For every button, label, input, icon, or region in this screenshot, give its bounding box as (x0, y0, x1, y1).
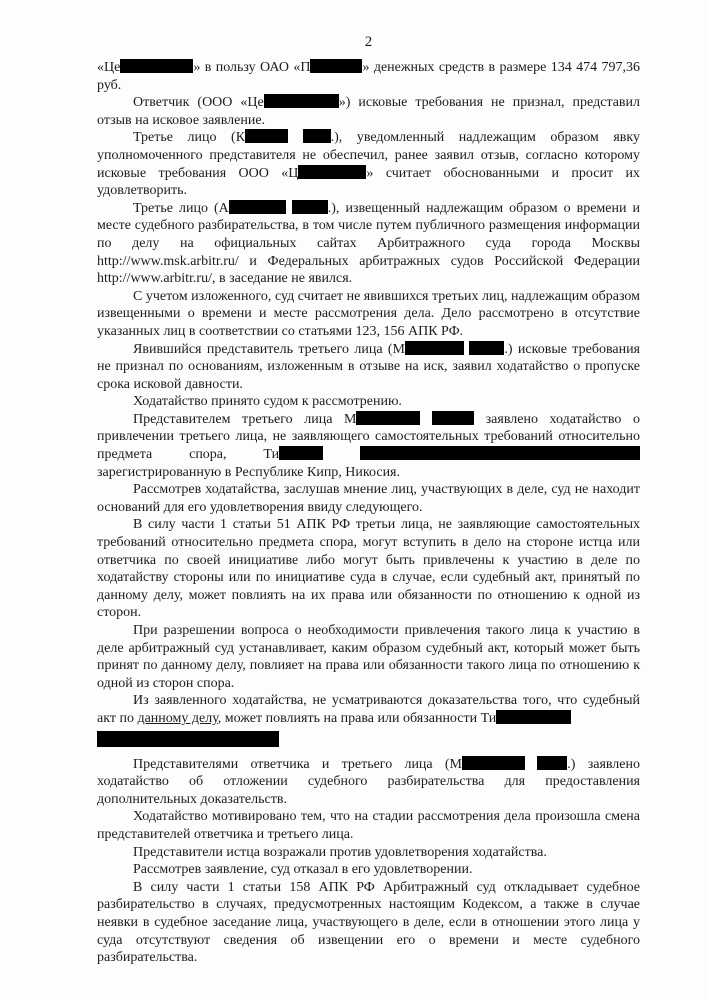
paragraph: Представители истца возражали против удовлетворения ходатайства. (133, 844, 547, 860)
redaction-box (360, 446, 640, 460)
paragraph: С учетом изложенного, суд считает не явившихся третьих лиц, надлежащим образом извещенными о времени и месте рассмотрения дела. Дело рассмотрено в отсутствие указанных лиц в соответствии со статьями 123, 156 АПК РФ. (97, 288, 640, 339)
redaction-box (298, 165, 366, 179)
redaction-box (356, 411, 420, 425)
redaction-box (469, 341, 504, 355)
paragraph: При разрешении вопроса о необходимости привлечения такого лица к участию в деле арбитражный суд устанавливает, каким образом судебный акт, который может быть принят по данному делу, повлияет на права или обязанности такого лица по отношению к одной из сторон спора. (97, 623, 640, 691)
redaction-box (97, 731, 279, 747)
redaction-box (432, 411, 474, 425)
paragraph: Третье лицо (К .), уведомленный надлежащим образом явку уполномоченного представителя не обеспечил, ранее заявил отзыв, согласно которому исковые требования ООО «Ц » считает обоснованными и просит их удовлетворить. (97, 130, 641, 199)
paragraph: Из заявленного ходатайства, не усматриваются доказательства того, что судебный акт по данному делу, может повлиять на права или обязанности Ти (97, 692, 640, 746)
paragraph: Представителем третьего лица М заявлено ходатайство о привлечении третьего лица, не заявляющего самостоятельных требований относительно предмета спора, Ти зарегистрированную в Республике Кипр, Никосия. (97, 411, 640, 480)
paragraph: Третье лицо (А .), извещенный надлежащим образом о времени и месте судебного разбирательства, в том числе путем публичного размещения информации по делу на официальных сайтах Арбитражного суда города Москвы http://www.msk.arbitr.ru/ и Федеральных арбитражных судов Российской Федерации http://www.arbitr.ru/, в заседание не явился. (97, 200, 640, 287)
redaction-box (405, 341, 464, 355)
paragraph: Рассмотрев ходатайства, заслушав мнение лиц, участвующих в деле, суд не находит оснований для его удовлетворения ввиду следующего. (97, 482, 640, 515)
redaction-box (279, 446, 323, 460)
paragraph: Рассмотрев заявление, суд отказал в его удовлетворении. (133, 862, 473, 878)
redaction-box (229, 200, 286, 214)
redaction-box (120, 59, 193, 73)
redaction-box (310, 59, 362, 73)
paragraph: В силу части 1 статьи 158 АПК РФ Арбитражный суд откладывает судебное разбирательство в случаях, предусмотренных настоящим Кодексом, а также в случае неявки в судебное заседание лица, участвующего в деле, если в отношении этого лица у суда отсутствуют сведения об извещении его о времени и месте судебного разбирательства. (97, 879, 640, 966)
redaction-box (292, 200, 328, 214)
document-body (97, 59, 640, 967)
redaction-box (245, 129, 288, 143)
redaction-box (303, 129, 331, 143)
page-number: 2 (364, 34, 373, 50)
redaction-box (462, 756, 525, 770)
paragraph: В силу части 1 статьи 51 АПК РФ третьи лица, не заявляющие самостоятельных требований относительно предмета спора, могут вступить в дело на стороне истца или ответчика по своей инициативе либо могут быть привлечены к участию в деле по ходатайству стороны или по инициативе суда в случае, если судебный акт, принятый по данному делу, может повлиять на их права или обязанности по отношению к одной из сторон. (97, 517, 640, 621)
paragraph: Явившийся представитель третьего лица (М .) исковые требования не признал по основаниям, изложенным в отзыве на иск, заявил ходатайство о пропуске срока исковой давности. (97, 341, 641, 392)
paragraph: Представителями ответчика и третьего лица (М .) заявлено ходатайство об отложении судебного разбирательства для предоставления дополнительных доказательств. (97, 756, 641, 807)
paragraph: Ходатайство принято судом к рассмотрению. (133, 394, 402, 410)
redaction-box (496, 710, 571, 724)
underlined-text: данному делу (137, 710, 218, 726)
paragraph: «Це » в пользу ОАО «П » денежных средств в размере 134 474 797,36 руб. (97, 60, 640, 93)
paragraph: Ответчик (ООО «Це ») исковые требования не признал, представил отзыв на исковое заявление. (97, 95, 640, 128)
paragraph: Ходатайство мотивировано тем, что на стадии рассмотрения дела произошла смена представителей ответчика и третьего лица. (97, 809, 640, 842)
redaction-box (264, 94, 339, 108)
redaction-box (537, 756, 567, 770)
